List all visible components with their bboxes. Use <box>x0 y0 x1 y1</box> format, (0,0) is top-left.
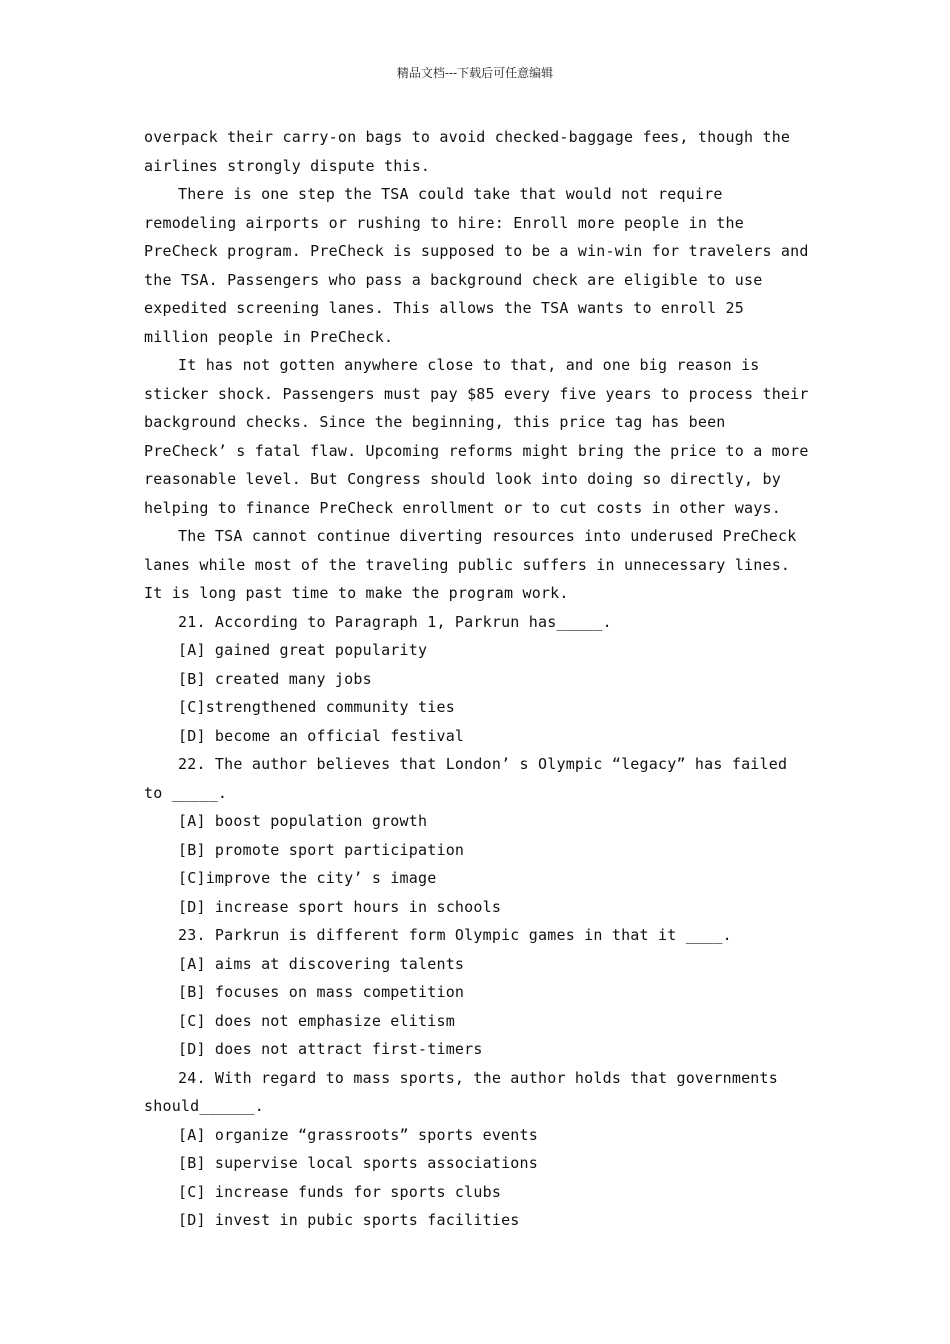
question-22 <box>144 750 809 921</box>
paragraph: overpack their carry-on bags to avoid checked-baggage fees, though the airlines strongly dispute this. <box>144 128 791 175</box>
question-stem: 23. Parkrun is different form Olympic games in that it ____. <box>178 926 732 944</box>
answer-option: [D] increase sport hours in schools <box>178 897 502 916</box>
answer-option: [B] focuses on mass competition <box>178 983 465 1001</box>
question-21 <box>144 608 809 751</box>
page-header: 精品文档---下载后可任意编辑 <box>396 66 554 80</box>
paragraph: It has not gotten anywhere close to that, and one big reason is sticker shock. Passengers must pay $85 every five years to process their background checks. Since the beginning, this price tag has been PreCheck’ s fatal flaw. Upcoming reforms might bring the price to a more reasonable level. But Congress should look into doing so directly, by helping to finance PreCheck enrollment or to cut costs in other ways. <box>144 356 809 517</box>
answer-option: [C] does not emphasize elitism <box>178 1011 455 1030</box>
answer-option: [B] created many jobs <box>178 669 372 688</box>
question-24 <box>144 1064 809 1235</box>
answer-option: [D] does not attract first-timers <box>178 1040 483 1058</box>
paragraph: The TSA cannot continue diverting resources into underused PreCheck lanes while most of the traveling public suffers in unnecessary lines. It is long past time to make the program work. <box>144 527 797 602</box>
question-stem: 24. With regard to mass sports, the author holds that governments should______. <box>144 1068 778 1115</box>
question-23 <box>144 921 809 1064</box>
answer-option: [C] increase funds for sports clubs <box>178 1182 502 1201</box>
answer-option: [C]improve the city’ s image <box>178 869 437 887</box>
question-stem: 22. The author believes that London’ s Olympic “legacy” has failed to _____. <box>144 755 788 802</box>
answer-option: [A] aims at discovering talents <box>178 954 465 973</box>
question-stem: 21. According to Paragraph 1, Parkrun has_____. <box>178 612 612 631</box>
answer-option: [D] invest in pubic sports facilities <box>178 1211 520 1229</box>
answer-option: [B] supervise local sports associations <box>178 1154 538 1172</box>
answer-option: [A] boost population growth <box>178 812 428 830</box>
answer-option: [C]strengthened community ties <box>178 698 455 716</box>
answer-option: [B] promote sport participation <box>178 840 465 859</box>
answer-option: [A] gained great popularity <box>178 641 428 659</box>
paragraph: There is one step the TSA could take that would not require remodeling airports or rushing to hire: Enroll more people in the PreCheck program. PreCheck is supposed to be a win-win for travelers and the TSA. Passengers who pass a background check are eligible to use expedited screening lanes. This allows the TSA wants to enroll 25 million people in PreCheck. <box>144 185 809 346</box>
answer-option: [D] become an official festival <box>178 726 465 745</box>
document-body <box>144 123 809 1235</box>
answer-option: [A] organize “grassroots” sports events <box>178 1125 538 1144</box>
